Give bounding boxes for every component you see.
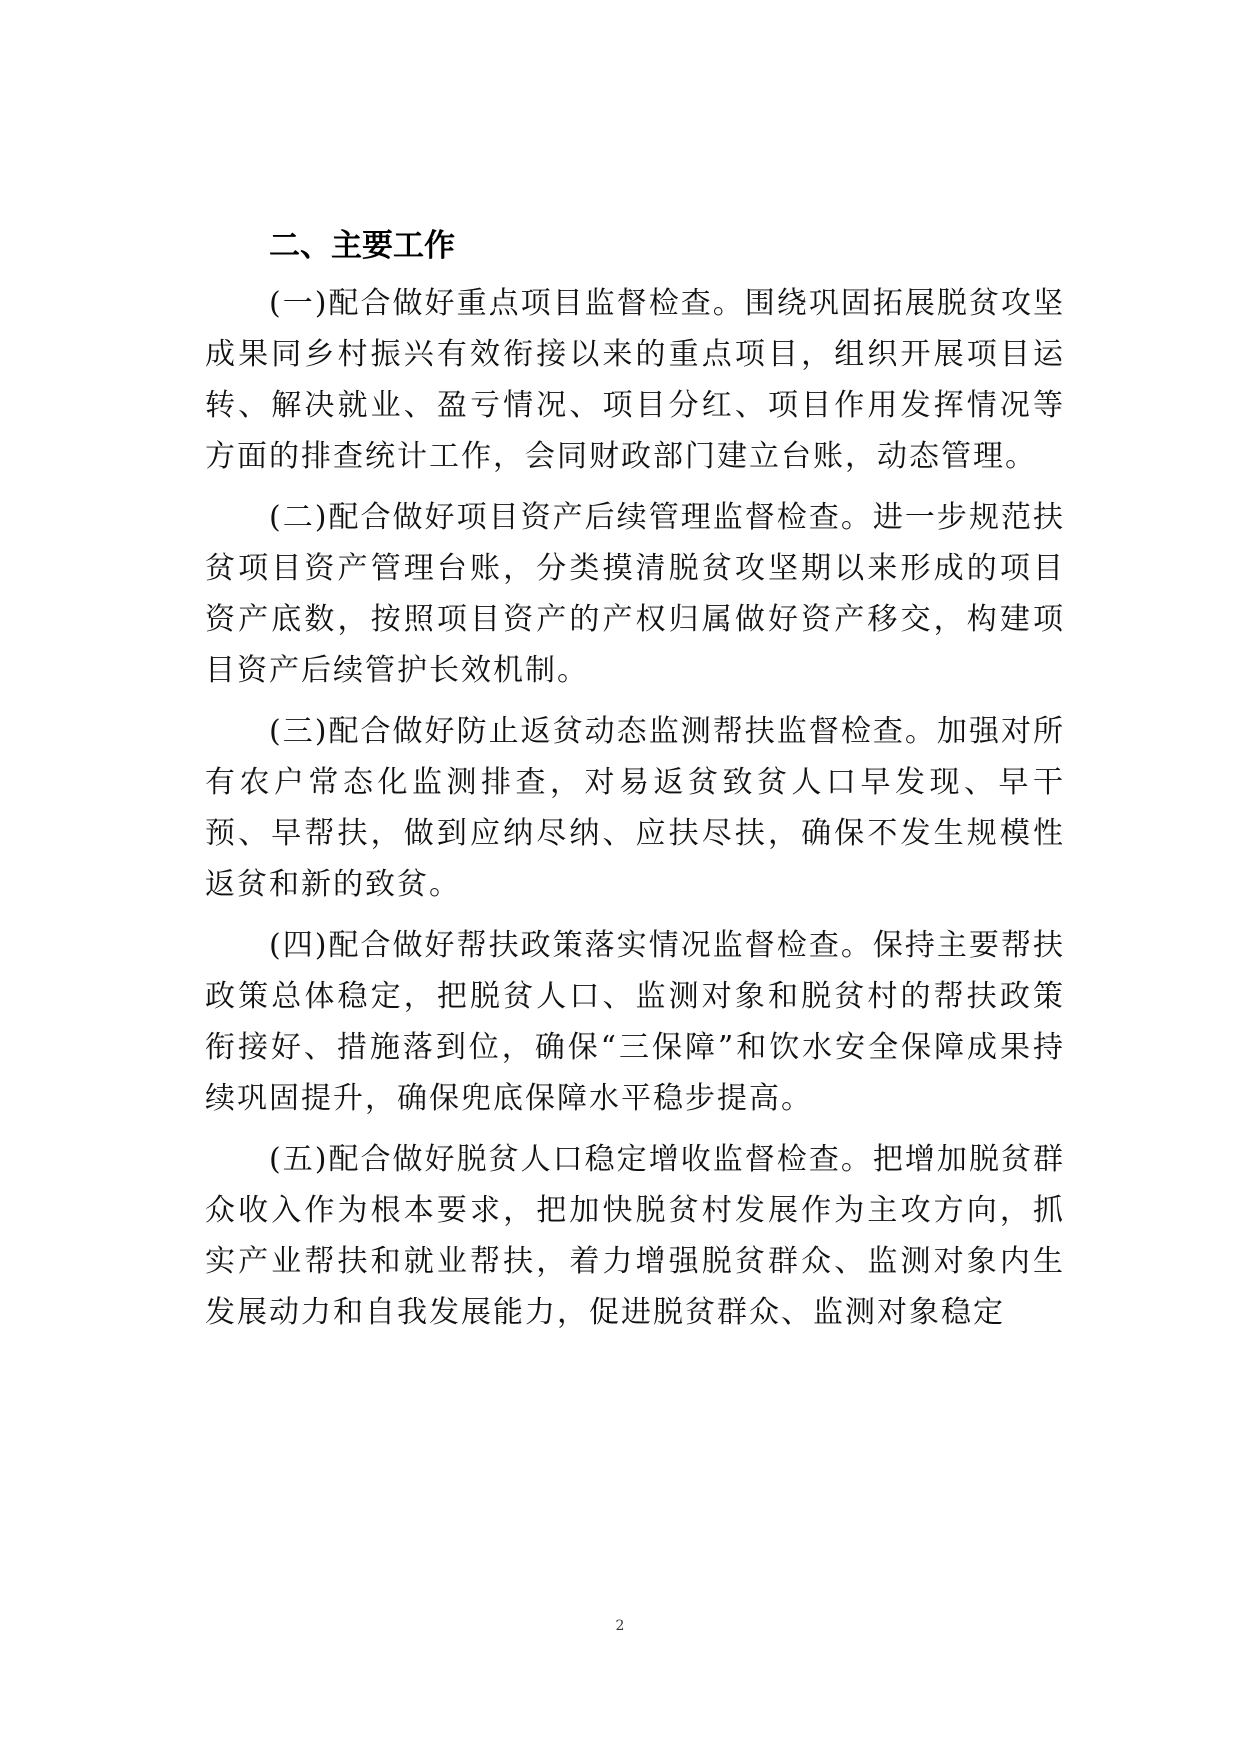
paragraph-4: (四)配合做好帮扶政策落实情况监督检查。保持主要帮扶政策总体稳定，把脱贫人口、监测对象和脱贫村的帮扶政策衔接好、措施落到位，确保“三保障”和饮水安全保障成果持续巩固提升，确保兜底保障水平稳步提高。	[205, 928, 1065, 1116]
paragraph-5: (五)配合做好脱贫人口稳定增收监督检查。把增加脱贫群众收入作为根本要求，把加快脱贫村发展作为主攻方向，抓实产业帮扶和就业帮扶，着力增强脱贫群众、监测对象内生发展动力和自我发展能力，促进脱贫群众、监测对象稳定	[205, 1142, 1065, 1330]
document-body	[205, 224, 1065, 1348]
paragraph-3: (三)配合做好防止返贫动态监测帮扶监督检查。加强对所有农户常态化监测排查，对易返贫致贫人口早发现、早干预、早帮扶，做到应纳尽纳、应扶尽扶，确保不发生规模性返贫和新的致贫。	[205, 714, 1065, 902]
section-title: 二、主要工作	[269, 228, 455, 264]
paragraph-1: (一)配合做好重点项目监督检查。围绕巩固拓展脱贫攻坚成果同乡村振兴有效衔接以来的重点项目，组织开展项目运转、解决就业、盈亏情况、项目分红、项目作用发挥情况等方面的排查统计工作，会同财政部门建立台账，动态管理。	[205, 286, 1065, 474]
page-number: 2	[615, 1618, 625, 1634]
paragraph-2: (二)配合做好项目资产后续管理监督检查。进一步规范扶贫项目资产管理台账，分类摸清脱贫攻坚期以来形成的项目资产底数，按照项目资产的产权归属做好资产移交，构建项目资产后续管护长效机制。	[205, 500, 1065, 688]
